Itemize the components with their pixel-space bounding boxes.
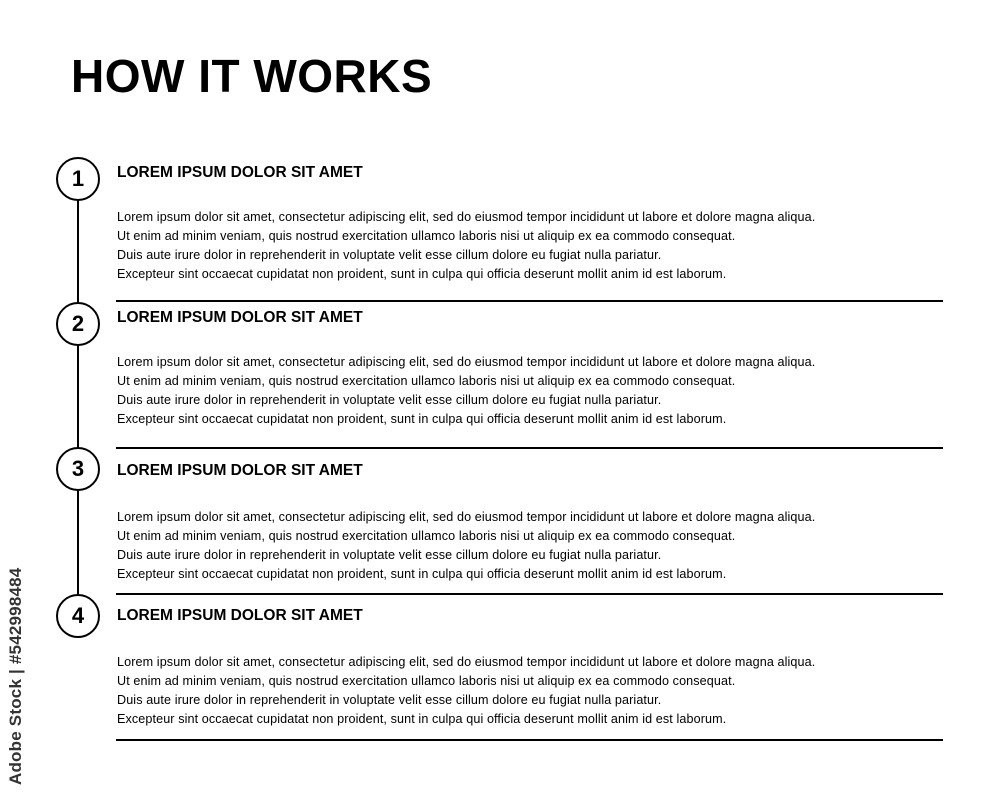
step-heading: LOREM IPSUM DOLOR SIT AMET — [117, 462, 363, 479]
step-body — [117, 208, 947, 284]
step-body-line: Ut enim ad minim veniam, quis nostrud exercitation ullamco laboris nisi ut aliquip ex ea commodo consequat. — [117, 529, 736, 543]
step-body-line: Lorem ipsum dolor sit amet, consectetur adipiscing elit, sed do eiusmod tempor incididunt ut labore et dolore magna aliqua. — [117, 510, 816, 524]
step-body-line: Ut enim ad minim veniam, quis nostrud exercitation ullamco laboris nisi ut aliquip ex ea commodo consequat. — [117, 229, 736, 243]
step-heading: LOREM IPSUM DOLOR SIT AMET — [117, 309, 363, 326]
step-body — [117, 353, 947, 429]
step-body-line: Duis aute irure dolor in reprehenderit in voluptate velit esse cillum dolore eu fugiat nulla pariatur. — [117, 248, 662, 262]
step-3 — [0, 447, 1000, 593]
step-body-line: Duis aute irure dolor in reprehenderit in voluptate velit esse cillum dolore eu fugiat nulla pariatur. — [117, 548, 662, 562]
step-body-line: Excepteur sint occaecat cupidatat non proident, sunt in culpa qui officia deserunt mollit anim id est laborum. — [117, 267, 727, 281]
step-heading: LOREM IPSUM DOLOR SIT AMET — [117, 607, 363, 624]
step-number-circle: 4 — [56, 594, 100, 638]
step-number-circle: 3 — [56, 447, 100, 491]
step-body — [117, 508, 947, 584]
step-body-line: Lorem ipsum dolor sit amet, consectetur adipiscing elit, sed do eiusmod tempor incididunt ut labore et dolore magna aliqua. — [117, 355, 816, 369]
stock-watermark: Adobe Stock | #542998484 — [6, 567, 25, 785]
step-body-line: Ut enim ad minim veniam, quis nostrud exercitation ullamco laboris nisi ut aliquip ex ea commodo consequat. — [117, 674, 736, 688]
step-body — [117, 653, 947, 729]
step-body-line: Ut enim ad minim veniam, quis nostrud exercitation ullamco laboris nisi ut aliquip ex ea commodo consequat. — [117, 374, 736, 388]
page-title: HOW IT WORKS — [71, 50, 433, 102]
step-body-line: Excepteur sint occaecat cupidatat non proident, sunt in culpa qui officia deserunt mollit anim id est laborum. — [117, 412, 727, 426]
step-number-circle: 1 — [56, 157, 100, 201]
step-4 — [0, 594, 1000, 740]
step-body-line: Excepteur sint occaecat cupidatat non proident, sunt in culpa qui officia deserunt mollit anim id est laborum. — [117, 567, 727, 581]
step-number-circle: 2 — [56, 302, 100, 346]
step-body-line: Lorem ipsum dolor sit amet, consectetur adipiscing elit, sed do eiusmod tempor incididunt ut labore et dolore magna aliqua. — [117, 210, 816, 224]
step-1 — [0, 157, 1000, 303]
step-heading: LOREM IPSUM DOLOR SIT AMET — [117, 164, 363, 181]
step-2 — [0, 302, 1000, 448]
step-body-line: Lorem ipsum dolor sit amet, consectetur adipiscing elit, sed do eiusmod tempor incididunt ut labore et dolore magna aliqua. — [117, 655, 816, 669]
step-divider — [116, 739, 943, 741]
step-body-line: Duis aute irure dolor in reprehenderit in voluptate velit esse cillum dolore eu fugiat nulla pariatur. — [117, 693, 662, 707]
step-body-line: Excepteur sint occaecat cupidatat non proident, sunt in culpa qui officia deserunt mollit anim id est laborum. — [117, 712, 727, 726]
step-body-line: Duis aute irure dolor in reprehenderit in voluptate velit esse cillum dolore eu fugiat nulla pariatur. — [117, 393, 662, 407]
